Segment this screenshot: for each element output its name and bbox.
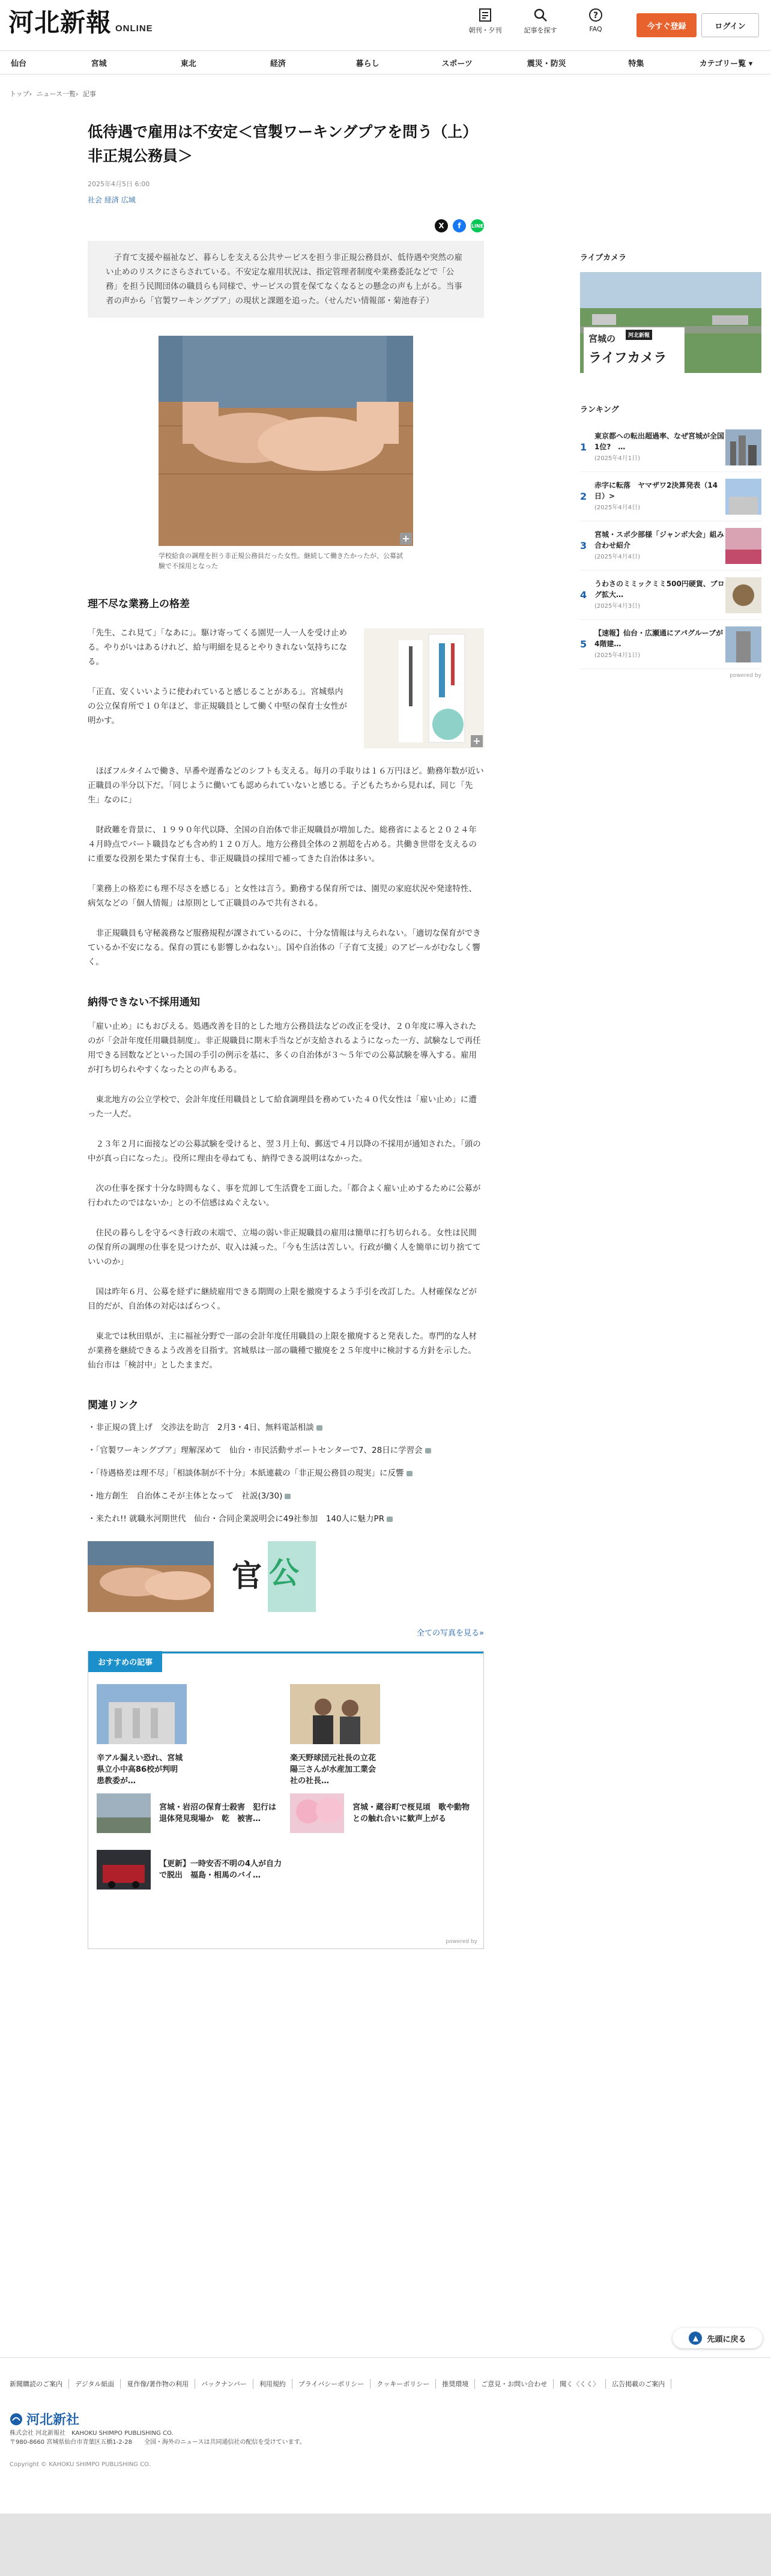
recommended-small-title: 宮城・岩沼の保育士殺害 犯行は退体発見現場か 乾 被害… bbox=[159, 1803, 277, 1823]
tag-area[interactable]: 広域 bbox=[121, 196, 136, 204]
line-share-icon[interactable]: LINE bbox=[471, 219, 484, 232]
paragraph: 「業務上の格差にも理不尽さを感じる」と女性は言う。勤務する保育所では、園児の家庭状況や発達特性、病気などの「個人情報」は原則として正職員のみで共有される。 bbox=[88, 884, 477, 908]
ranking-title-text: うわさのミミックミミ500円硬貨、ブログ拡大… bbox=[594, 579, 725, 599]
ranking-date: (2025年4月4日) bbox=[594, 553, 640, 560]
ranking-image bbox=[725, 528, 761, 564]
section-text bbox=[88, 626, 349, 748]
recommended-small-item[interactable] bbox=[290, 1793, 476, 1833]
related-link-text: ・非正規の賃上げ 交渉法を助言 2月3・4日、無料電話相談 bbox=[88, 1423, 314, 1432]
ranking-image bbox=[725, 577, 761, 613]
lock-icon bbox=[316, 1425, 322, 1431]
paragraph: 「雇い止め」にもおびえる。処遇改善を目的とした地方公務員法などの改正を受け、２０年度に導入されたのが「会計年度任用職員制度」。非正規職員に期末手当などが支給されるようになった一方、試験なしで再任用できる回数などといった国の手引の例示を基に、多くの自治体が３～５年での公募試験を導入する。雇用が打ち切られやすくなったとの声もある。 bbox=[88, 1022, 481, 1074]
svg-text:?: ? bbox=[593, 11, 599, 20]
share-buttons bbox=[88, 219, 484, 232]
footer-link[interactable]: 聞く〈くく〉 bbox=[560, 2379, 606, 2389]
site-logo[interactable] bbox=[8, 8, 153, 37]
ranking-powered-by: powered by bbox=[730, 673, 761, 679]
sidebar bbox=[580, 251, 761, 679]
svg-text:公: 公 bbox=[269, 1555, 299, 1590]
recommended-small-title: 宮城・蔵谷町で桜見頃 歌や動物との触れ合いに歓声上がる bbox=[352, 1803, 470, 1823]
facebook-share-icon[interactable]: f bbox=[453, 219, 466, 232]
recommended-small-item[interactable] bbox=[97, 1793, 283, 1833]
ranking-title bbox=[594, 628, 725, 661]
tag-society[interactable]: 社会 bbox=[88, 196, 103, 204]
nav-item-tohoku[interactable]: 東北 bbox=[180, 59, 196, 68]
ranking-image bbox=[725, 429, 761, 465]
footer-link[interactable]: プライバシーポリシー bbox=[298, 2379, 370, 2389]
search-icon bbox=[533, 7, 548, 23]
powered-by: powered by bbox=[446, 1939, 477, 1945]
ranking-item[interactable] bbox=[580, 571, 761, 620]
recommended-small-item[interactable] bbox=[97, 1850, 283, 1890]
paragraph: 住民の暮らしを守るべき行政の末端で、立場の弱い非正規職員の雇用は簡単に打ち切られる。女性は民間の保育所の調理の仕事を見つけたが、収入は減った。「今も生活は苦しい。行政が働く人を簡単に切り捨てていいのか」 bbox=[88, 1228, 481, 1267]
nav-item-disaster[interactable]: 震災・防災 bbox=[527, 59, 566, 68]
footer-link[interactable]: 推奨環境 bbox=[442, 2379, 475, 2389]
expand-icon[interactable]: + bbox=[400, 533, 412, 545]
article-date: 2025年4月5日 6:00 bbox=[88, 180, 150, 188]
ranking-number: 5 bbox=[580, 638, 587, 650]
category-nav bbox=[0, 50, 771, 74]
related-link-text: ・地方創生 自治体こそが主体となって 社説(3/30) bbox=[88, 1491, 283, 1501]
thumbnail-hands[interactable] bbox=[88, 1541, 214, 1612]
ranking-list bbox=[580, 423, 761, 679]
article bbox=[88, 120, 484, 1949]
footer-logo[interactable] bbox=[10, 2410, 79, 2428]
lock-icon bbox=[387, 1517, 393, 1522]
ranking-image bbox=[725, 479, 761, 515]
expand-icon[interactable]: + bbox=[471, 735, 483, 747]
breadcrumb-top[interactable]: トップ bbox=[10, 90, 29, 98]
nav-item-economy[interactable]: 経済 bbox=[270, 59, 286, 68]
logo-kanji: 河北新報 bbox=[8, 8, 112, 37]
newspaper-label: 朝刊・夕刊 bbox=[468, 26, 502, 34]
ranking-title bbox=[594, 578, 725, 612]
lifecam-title-2: ライフカメラ bbox=[588, 351, 667, 366]
recommended-card-image bbox=[290, 1684, 380, 1744]
nav-item-special[interactable]: 特集 bbox=[628, 59, 644, 68]
ranking-date: (2025年4月1日) bbox=[594, 455, 640, 462]
company-logo-icon bbox=[10, 2413, 23, 2426]
article-tags bbox=[88, 195, 484, 205]
related-link-text: ・来たれ!! 就職氷河期世代 仙台・合同企業説明会に49社参加 140人に魅力PR bbox=[88, 1514, 385, 1524]
paragraph: 財政難を背景に、１９９０年代以降、全国の自治体で非正規職員が増加した。総務省によると２０２４年４月時点でパート職員なども含め約１２０万人。地方公務員全体の２割超を占める。共働き世帯を支えるのに重要な役割を果たす保育士も、非正規職員の採用で補ってきた自治体は多い。 bbox=[88, 825, 477, 864]
footer-company-info bbox=[10, 2429, 306, 2447]
paragraph: ほぼフルタイムで働き、早番や遅番などのシフトも支える。毎月の手取りは１６万円ほど。勤務年数が近い正職員の半分以下だ。「同じように働いても認められていないと感じる。子どもたちから見れば、同じ「先生」なのに」 bbox=[88, 766, 484, 805]
photo-thumbnails bbox=[88, 1541, 484, 1612]
ranking-date: (2025年4月1日) bbox=[594, 652, 640, 659]
footer-link[interactable]: 広告掲載のご案内 bbox=[612, 2379, 671, 2389]
paragraph: 東北地方の公立学校で、会計年度任用職員として給食調理員を務めていた４０代女性は「雇い止め」に遭った一人だ。 bbox=[88, 1095, 477, 1119]
ranking-item[interactable] bbox=[580, 521, 761, 571]
paragraph: 「先生、これ見て」「なあに」。駆け寄ってくる園児一人一人を受け止める。やりがいはあるけれど、給与明細を見るとやりきれない気持ちになる。 bbox=[88, 628, 347, 667]
nav-item-miyagi[interactable]: 宮城 bbox=[91, 59, 107, 68]
recommended-card[interactable] bbox=[97, 1684, 187, 1787]
ranking-item[interactable] bbox=[580, 620, 761, 669]
page-bottom-bar bbox=[0, 2514, 771, 2576]
footer-link[interactable]: バックナンバー bbox=[201, 2379, 253, 2389]
related-link[interactable] bbox=[88, 1420, 484, 1435]
recommended-small-image bbox=[97, 1793, 151, 1833]
lock-icon bbox=[407, 1471, 413, 1476]
breadcrumb-current: 記事 bbox=[82, 90, 96, 98]
footer-link[interactable]: 新聞購読のご案内 bbox=[10, 2379, 69, 2389]
article-lead: 子育て支援や福祉など、暮らしを支える公共サービスを担う非正規公務員が、低待遇や突然の雇い止めのリスクにさらされている。不安定な雇用状況は、指定管理者制度や業務委託などで「公務」を担う民間団体の職員らも同様で、サービスの質を保てなくなるとの懸念の声も上がる。当事者の声から「官製ワーキングプア」の現状と課題を追った。（せんだい情報部・菊池春子） bbox=[88, 241, 484, 318]
ranking-title bbox=[594, 529, 725, 563]
copyright: Copyright © KAHOKU SHIMPO PUBLISHING CO. bbox=[10, 2461, 151, 2468]
section-heading: 納得できない不採用通知 bbox=[88, 996, 200, 1008]
search-label: 記事を探す bbox=[524, 26, 557, 34]
ranking-title-text: 宮城・スポ少部様「ジャンボ大会」組み合わせ紹介 bbox=[594, 530, 724, 550]
article-title: 低待遇で雇用は不安定＜官製ワーキングプアを問う（上）非正規公務員＞ bbox=[88, 123, 478, 165]
breadcrumb bbox=[10, 89, 98, 98]
recommended-card-image bbox=[97, 1684, 187, 1744]
ranking-date: (2025年4月4日) bbox=[594, 504, 640, 511]
main-photo[interactable] bbox=[159, 336, 413, 571]
logo-online: ONLINE bbox=[115, 23, 153, 34]
footer-info-line: 〒980-8660 宮城県仙台市青葉区五橋1-2-28 全国・海外のニュースは共同通信社の配信を受けています。 bbox=[10, 2439, 306, 2446]
faq-label: FAQ bbox=[589, 25, 602, 33]
site-header bbox=[0, 0, 771, 50]
see-all-photos-link[interactable]: 全ての写真を見る» bbox=[417, 1629, 484, 1638]
series-logo-image[interactable] bbox=[364, 628, 484, 748]
lifecam-badge: 河北新報 bbox=[626, 330, 652, 340]
recommended-small-image bbox=[97, 1850, 151, 1890]
nav-item-categories[interactable]: カテゴリー覧 ▾ bbox=[699, 59, 753, 68]
lifecam-heading: ライブカメラ bbox=[580, 253, 627, 262]
lifecam-banner[interactable] bbox=[580, 272, 761, 373]
ranking-item[interactable] bbox=[580, 472, 761, 521]
paragraph: 東北では秋田県が、主に福祉分野で一部の会計年度任用職員の上限を撤廃すると発表した。専門的な人材が業務を継続できるよう改善を目指す。宮城県は一部の職種で撤廃を２５年度中に検討する方針を示した。仙台市は「検討中」としたままだ。 bbox=[88, 1332, 477, 1370]
recommended-small-image bbox=[290, 1793, 344, 1833]
lock-icon bbox=[425, 1448, 431, 1453]
section-intro bbox=[88, 626, 484, 748]
recommended-tab[interactable]: おすすめの記事 bbox=[88, 1651, 162, 1672]
arrow-up-icon: ▲ bbox=[689, 2332, 702, 2345]
footer-link[interactable]: 夏作像/著作物の利用 bbox=[127, 2379, 195, 2389]
site-footer bbox=[0, 2357, 771, 2526]
related-link[interactable] bbox=[88, 1443, 484, 1458]
ranking-number: 3 bbox=[580, 540, 587, 551]
recommended-card[interactable] bbox=[290, 1684, 380, 1787]
back-to-top-button[interactable] bbox=[673, 2328, 763, 2348]
footer-info-line: 株式会社 河北新報社 KAHOKU SHIMPO PUBLISHING CO. bbox=[10, 2430, 174, 2437]
breadcrumb-sep: › bbox=[76, 90, 79, 98]
question-icon bbox=[588, 7, 603, 23]
recommended-small-title: 【更新】一時安否不明の4人が自力で脱出 福島・相馬のバイ… bbox=[159, 1859, 282, 1880]
footer-link[interactable]: 利用規約 bbox=[259, 2379, 292, 2389]
photo-caption: 学校給食の調理を担う非正規公務員だった女性。継続して働きたかったが、公募試験で不採用となった bbox=[159, 552, 403, 570]
ranking-image bbox=[725, 626, 761, 662]
ranking-number: 1 bbox=[580, 441, 587, 453]
related-heading: 関連リンク bbox=[88, 1399, 139, 1411]
paragraph: ２３年２月に面接などの公募試験を受けると、翌３月上旬、郵送で４月以降の不採用が通知された。「頭の中が真っ白になった」。役所に理由を尋ねても、納得できる説明はなかった。 bbox=[88, 1139, 481, 1163]
breadcrumb-news[interactable]: ニュース一覧 bbox=[36, 90, 76, 98]
related-link-text: ・「官製ワーキングプア」理解深めて 仙台・市民活動サポートセンターで7、28日に学習会 bbox=[88, 1446, 423, 1455]
recommended-card-title: 楽天野球団元社長の立花陽三さんが水産加工業会社の社長… bbox=[290, 1754, 376, 1786]
footer-links bbox=[10, 2379, 677, 2389]
back-to-top-label: 先頭に戻る bbox=[707, 2335, 746, 2344]
ranking-title-text: 【速報】仙台・広瀬通にアパグルーブが4階建… bbox=[594, 628, 724, 648]
footer-link[interactable]: ご意見・お問い合わせ bbox=[481, 2379, 554, 2389]
nav-item-sports[interactable]: スポーツ bbox=[441, 59, 473, 68]
ranking-title bbox=[594, 431, 725, 464]
thumbnail-series-logo[interactable] bbox=[214, 1541, 340, 1612]
section-heading: 理不尽な業務上の格差 bbox=[88, 598, 190, 610]
tag-economy[interactable]: 経済 bbox=[104, 196, 119, 204]
related-link[interactable] bbox=[88, 1511, 484, 1527]
header-newspaper-link[interactable] bbox=[461, 7, 509, 35]
ranking-item[interactable] bbox=[580, 423, 761, 472]
ranking-number: 4 bbox=[580, 589, 587, 601]
related-link-text: ・「待遇格差は理不尽」「相談体制が不十分」本紙連載の「非正規公務員の現実」に反響 bbox=[88, 1468, 404, 1478]
hands-photo[interactable] bbox=[159, 336, 413, 546]
ranking-number: 2 bbox=[580, 491, 587, 502]
ranking-title bbox=[594, 480, 725, 514]
footer-logo-text: 河北新社 bbox=[26, 2412, 80, 2428]
newspaper-icon bbox=[477, 7, 493, 23]
subscribe-button[interactable]: 今すぐ登録 bbox=[636, 13, 697, 37]
login-button[interactable]: ログイン bbox=[701, 13, 759, 37]
related-link[interactable] bbox=[88, 1465, 484, 1481]
paragraph: 次の仕事を探す十分な時間もなく、事を荒卸して生活費を工面した。「都合よく雇い止めするために公募が行われたのではないか」との不信感はぬぐえない。 bbox=[88, 1184, 481, 1208]
recommended-card-title: 辛アル漏えい恐れ、宮城県立小中高86校が判明 患教委が… bbox=[97, 1754, 186, 1786]
svg-text:官: 官 bbox=[232, 1558, 262, 1593]
header-faq-link[interactable] bbox=[572, 7, 620, 33]
x-share-icon[interactable]: X bbox=[435, 219, 448, 232]
ranking-title-text: 東京都への転出超過率、なぜ宮城が全国1位? … bbox=[594, 431, 725, 451]
nav-item-sendai[interactable]: 仙台 bbox=[11, 59, 27, 68]
related-links bbox=[88, 1420, 484, 1527]
footer-link[interactable]: クッキーポリシー bbox=[376, 2379, 436, 2389]
header-search-link[interactable] bbox=[516, 7, 564, 35]
lifecam-title-1: 宮城の bbox=[588, 333, 616, 344]
ranking-date: (2025年4月3日) bbox=[594, 602, 640, 610]
nav-item-life[interactable]: 暮らし bbox=[355, 59, 379, 68]
breadcrumb-sep: › bbox=[29, 90, 32, 98]
series-logo-illustration bbox=[364, 628, 484, 748]
paragraph: 国は昨年６月、公募を経ずに継続雇用できる期間の上限を撤廃するよう手引を改訂した。人材確保などが目的だが、自治体の対応はばらつく。 bbox=[88, 1287, 477, 1311]
related-link[interactable] bbox=[88, 1488, 484, 1504]
ranking-title-text: 赤字に転落 ヤマザワ2決算発表（14日）> bbox=[594, 480, 718, 500]
paragraph: 非正規職員も守秘義務など服務規程が課されているのに、十分な情報は与えられない。「適切な保育ができているか不安になる。保育の質にも影響しかねない」。国や自治体の「子育て支援」のアピールがむなしく響く。 bbox=[88, 929, 481, 967]
recommended-box bbox=[88, 1651, 484, 1949]
paragraph: 「正直、安くいいように使われていると感じることがある」。宮城県内の公立保育所で１０年ほど、非正規職員として働く中堅の保育士女性が明かす。 bbox=[88, 687, 347, 726]
footer-link[interactable]: デジタル紙面 bbox=[75, 2379, 121, 2389]
hands-illustration bbox=[159, 336, 413, 546]
lock-icon bbox=[285, 1494, 291, 1499]
ranking-heading: ランキング bbox=[580, 405, 619, 414]
